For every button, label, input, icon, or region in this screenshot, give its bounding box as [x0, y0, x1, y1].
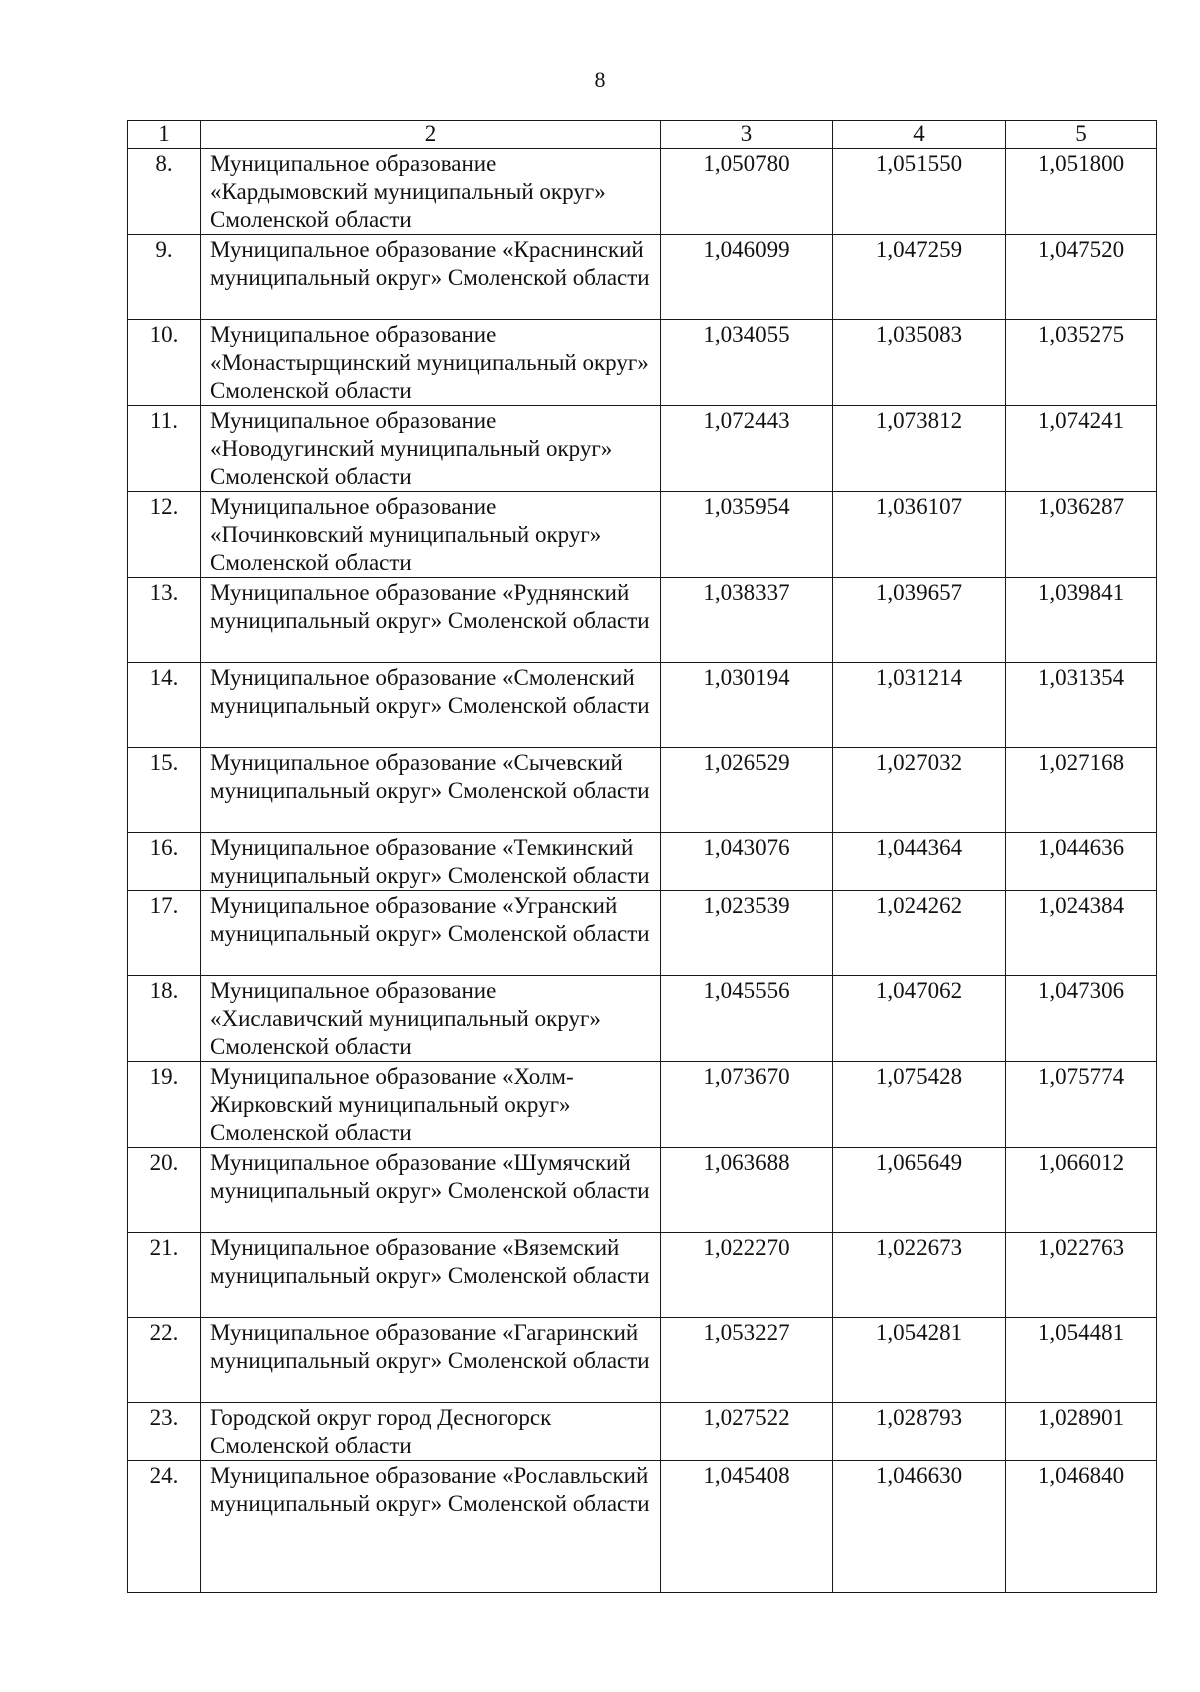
row-number: 20. [128, 1148, 201, 1233]
value-col-5: 1,046840 [1006, 1461, 1157, 1593]
table-header-row [128, 121, 1157, 149]
table-row [128, 1403, 1157, 1461]
value-col-4: 1,047062 [833, 976, 1006, 1062]
value-col-3: 1,026529 [661, 748, 833, 833]
table-row [128, 1233, 1157, 1318]
value-col-3: 1,023539 [661, 891, 833, 976]
column-header-5: 5 [1006, 121, 1157, 149]
row-number: 16. [128, 833, 201, 891]
value-col-4: 1,031214 [833, 663, 1006, 748]
value-col-5: 1,024384 [1006, 891, 1157, 976]
value-col-4: 1,054281 [833, 1318, 1006, 1403]
value-col-4: 1,036107 [833, 492, 1006, 578]
value-col-5: 1,022763 [1006, 1233, 1157, 1318]
table-row [128, 1318, 1157, 1403]
table-row [128, 1461, 1157, 1593]
value-col-3: 1,030194 [661, 663, 833, 748]
value-col-4: 1,065649 [833, 1148, 1006, 1233]
value-col-3: 1,053227 [661, 1318, 833, 1403]
municipality-name: Муниципальное образование «Угранский муниципальный округ» Смоленской области [201, 891, 661, 976]
column-header-2: 2 [201, 121, 661, 149]
table-row [128, 1148, 1157, 1233]
municipality-name: Муниципальное образование «Монастырщинский муниципальный округ» Смоленской области [201, 320, 661, 406]
value-col-4: 1,035083 [833, 320, 1006, 406]
row-number: 12. [128, 492, 201, 578]
value-col-3: 1,046099 [661, 235, 833, 320]
municipality-name: Муниципальное образование «Вяземский муниципальный округ» Смоленской области [201, 1233, 661, 1318]
row-number: 23. [128, 1403, 201, 1461]
row-number: 9. [128, 235, 201, 320]
value-col-5: 1,074241 [1006, 406, 1157, 492]
value-col-4: 1,051550 [833, 149, 1006, 235]
row-number: 10. [128, 320, 201, 406]
value-col-5: 1,075774 [1006, 1062, 1157, 1148]
value-col-5: 1,066012 [1006, 1148, 1157, 1233]
value-col-5: 1,047306 [1006, 976, 1157, 1062]
table-row [128, 578, 1157, 663]
value-col-5: 1,035275 [1006, 320, 1157, 406]
table-row [128, 976, 1157, 1062]
table-row [128, 406, 1157, 492]
value-col-5: 1,027168 [1006, 748, 1157, 833]
value-col-4: 1,047259 [833, 235, 1006, 320]
value-col-4: 1,044364 [833, 833, 1006, 891]
municipality-name: Муниципальное образование «Рославльский муниципальный округ» Смоленской области [201, 1461, 661, 1593]
row-number: 19. [128, 1062, 201, 1148]
value-col-4: 1,039657 [833, 578, 1006, 663]
row-number: 11. [128, 406, 201, 492]
municipality-name: Муниципальное образование «Сычевский муниципальный округ» Смоленской области [201, 748, 661, 833]
municipality-name: Муниципальное образование «Гагаринский муниципальный округ» Смоленской области [201, 1318, 661, 1403]
value-col-5: 1,051800 [1006, 149, 1157, 235]
value-col-5: 1,031354 [1006, 663, 1157, 748]
page-number: 8 [594, 67, 606, 92]
value-col-4: 1,027032 [833, 748, 1006, 833]
municipality-name: Муниципальное образование «Холм-Жирковский муниципальный округ» Смоленской области [201, 1062, 661, 1148]
table-row [128, 748, 1157, 833]
value-col-5: 1,054481 [1006, 1318, 1157, 1403]
row-number: 8. [128, 149, 201, 235]
table-row [128, 663, 1157, 748]
value-col-3: 1,072443 [661, 406, 833, 492]
value-col-4: 1,075428 [833, 1062, 1006, 1148]
value-col-3: 1,045556 [661, 976, 833, 1062]
row-number: 17. [128, 891, 201, 976]
value-col-5: 1,028901 [1006, 1403, 1157, 1461]
value-col-5: 1,047520 [1006, 235, 1157, 320]
municipality-name: Муниципальное образование «Шумячский муниципальный округ» Смоленской области [201, 1148, 661, 1233]
row-number: 24. [128, 1461, 201, 1593]
value-col-3: 1,022270 [661, 1233, 833, 1318]
municipality-name: Муниципальное образование «Хиславичский муниципальный округ» Смоленской области [201, 976, 661, 1062]
row-number: 18. [128, 976, 201, 1062]
value-col-4: 1,028793 [833, 1403, 1006, 1461]
table-row [128, 891, 1157, 976]
municipality-name: Муниципальное образование «Краснинский муниципальный округ» Смоленской области [201, 235, 661, 320]
column-header-4: 4 [833, 121, 1006, 149]
value-col-5: 1,044636 [1006, 833, 1157, 891]
value-col-3: 1,045408 [661, 1461, 833, 1593]
table-row [128, 235, 1157, 320]
value-col-5: 1,039841 [1006, 578, 1157, 663]
municipality-name: Муниципальное образование «Темкинский муниципальный округ» Смоленской области [201, 833, 661, 891]
value-col-3: 1,073670 [661, 1062, 833, 1148]
value-col-3: 1,034055 [661, 320, 833, 406]
value-col-4: 1,022673 [833, 1233, 1006, 1318]
column-header-1: 1 [128, 121, 201, 149]
table-row [128, 149, 1157, 235]
table-row [128, 1062, 1157, 1148]
value-col-3: 1,043076 [661, 833, 833, 891]
value-col-4: 1,073812 [833, 406, 1006, 492]
municipality-name: Муниципальное образование «Починковский муниципальный округ» Смоленской области [201, 492, 661, 578]
value-col-4: 1,024262 [833, 891, 1006, 976]
value-col-3: 1,035954 [661, 492, 833, 578]
table-row [128, 833, 1157, 891]
table-row [128, 320, 1157, 406]
coefficients-table [127, 120, 1157, 1593]
value-col-4: 1,046630 [833, 1461, 1006, 1593]
municipality-name: Городской округ город Десногорск Смоленской области [201, 1403, 661, 1461]
municipality-name: Муниципальное образование «Новодугинский муниципальный округ» Смоленской области [201, 406, 661, 492]
value-col-3: 1,063688 [661, 1148, 833, 1233]
row-number: 21. [128, 1233, 201, 1318]
row-number: 13. [128, 578, 201, 663]
value-col-3: 1,038337 [661, 578, 833, 663]
row-number: 15. [128, 748, 201, 833]
municipality-name: Муниципальное образование «Руднянский муниципальный округ» Смоленской области [201, 578, 661, 663]
row-number: 14. [128, 663, 201, 748]
value-col-3: 1,050780 [661, 149, 833, 235]
table-row [128, 492, 1157, 578]
value-col-3: 1,027522 [661, 1403, 833, 1461]
municipality-name: Муниципальное образование «Кардымовский муниципальный округ» Смоленской области [201, 149, 661, 235]
row-number: 22. [128, 1318, 201, 1403]
value-col-5: 1,036287 [1006, 492, 1157, 578]
municipality-name: Муниципальное образование «Смоленский муниципальный округ» Смоленской области [201, 663, 661, 748]
column-header-3: 3 [661, 121, 833, 149]
